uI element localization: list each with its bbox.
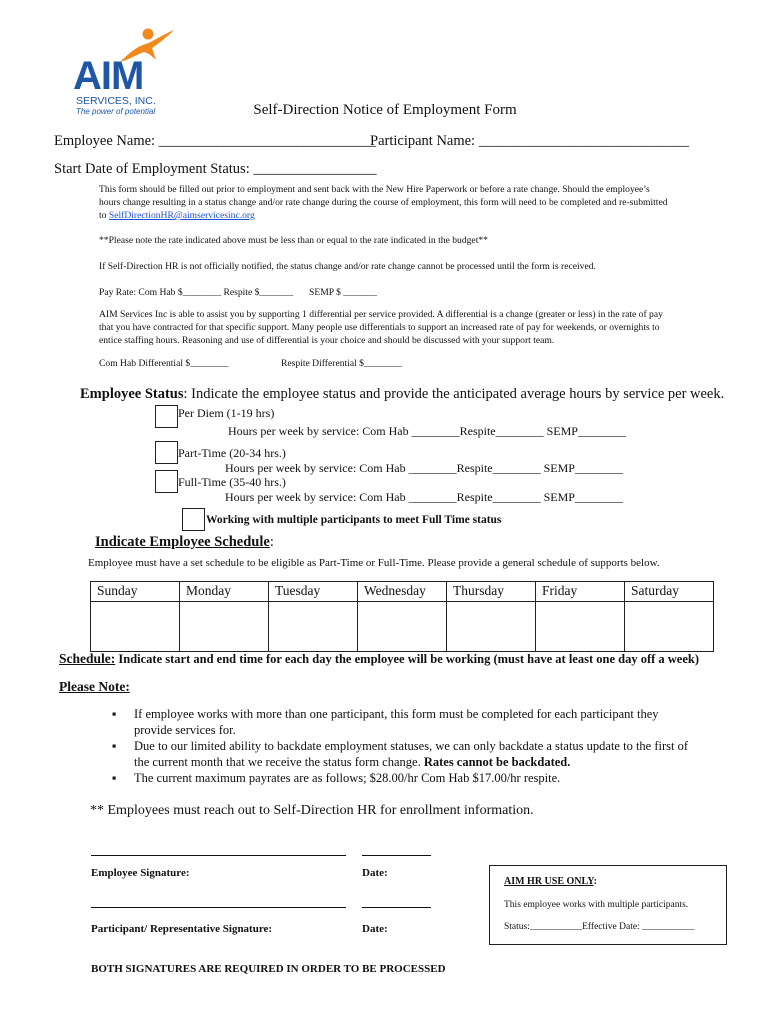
hr-use-only-colon: : (593, 876, 597, 887)
schedule-cell-friday[interactable] (536, 602, 625, 652)
hr-email-link[interactable]: SelfDirectionHR@aimservicesinc.org (108, 210, 255, 221)
schedule-note (59, 651, 699, 667)
participant-signature-line[interactable] (91, 907, 346, 908)
hr-status-effective-date-field[interactable]: Status:___________Effective Date: ___________ (504, 922, 695, 932)
aim-logo-subtitle: SERVICES, INC. (76, 95, 156, 107)
per-diem-hours-field[interactable]: Hours per week by service: Com Hab ________Respite________ SEMP________ (228, 424, 626, 438)
employee-status-heading-text: : Indicate the employee status and provide the anticipated average hours by service per week. (183, 386, 725, 402)
schedule-note-label: Schedule: (59, 651, 116, 666)
employee-signature-label: Employee Signature: (91, 867, 190, 879)
note-bullet: ▪ The current maximum payrates are as follows; $28.00/hr Com Hab $17.00/hr respite. (112, 770, 692, 786)
signatures-required-note: BOTH SIGNATURES ARE REQUIRED IN ORDER TO BE PROCESSED (91, 963, 446, 975)
schedule-cell-saturday[interactable] (625, 602, 714, 652)
day-header: Saturday (625, 582, 714, 602)
schedule-cell-sunday[interactable] (91, 602, 180, 652)
schedule-heading-text: Indicate Employee Schedule (95, 534, 270, 550)
part-time-label: Part-Time (20-34 hrs.) (178, 446, 286, 460)
aim-logo-tagline: The power of potential (76, 107, 156, 116)
participant-date-line[interactable] (362, 907, 431, 908)
intro-paragraph (99, 183, 671, 222)
part-time-hours-field[interactable]: Hours per week by service: Com Hab ________Respite________ SEMP________ (225, 461, 623, 475)
schedule-cell-tuesday[interactable] (269, 602, 358, 652)
per-diem-checkbox[interactable] (155, 405, 178, 428)
form-title: Self-Direction Notice of Employment Form (253, 102, 517, 118)
participant-date-label: Date: (362, 923, 388, 935)
multiple-participants-checkbox[interactable] (182, 508, 205, 531)
note-bullet (112, 738, 692, 770)
full-time-checkbox[interactable] (155, 470, 178, 493)
employee-signature-line[interactable] (91, 855, 346, 856)
multiple-participants-label: Working with multiple participants to meet Full Time status (206, 514, 502, 526)
full-time-label: Full-Time (35-40 hrs.) (178, 475, 286, 489)
hr-use-only-box (489, 865, 727, 945)
participant-name-field[interactable]: Participant Name: _____________________________ (370, 133, 689, 149)
note-bullet-text: Due to our limited ability to backdate employment statuses, we can only backdate a status update to the first of the current month that we receive the status form change. (134, 739, 689, 769)
schedule-table (90, 581, 714, 652)
employee-status-heading (80, 386, 724, 403)
day-header: Sunday (91, 582, 180, 602)
hr-use-only-title-row (504, 876, 597, 887)
schedule-note-text: Indicate start and end time for each day the employee will be working (must have at least one day off a week) (118, 652, 700, 666)
part-time-checkbox[interactable] (155, 441, 178, 464)
per-diem-label: Per Diem (1-19 hrs) (178, 406, 275, 420)
day-header: Friday (536, 582, 625, 602)
employee-date-line[interactable] (362, 855, 431, 856)
schedule-heading-colon: : (269, 534, 274, 550)
enrollment-note: ** Employees must reach out to Self-Direction HR for enrollment information. (90, 803, 534, 818)
hr-use-only-title: AIM HR USE ONLY (504, 876, 594, 887)
please-note-heading: Please Note: (59, 679, 130, 694)
employee-name-field[interactable]: Employee Name: ______________________________ (54, 133, 377, 149)
full-time-hours-field[interactable]: Hours per week by service: Com Hab ________Respite________ SEMP________ (225, 490, 623, 504)
pay-rate-field[interactable]: Pay Rate: Com Hab $________ Respite $_______ (99, 287, 293, 298)
employee-status-heading-bold: Employee Status (80, 386, 184, 402)
semp-rate-field[interactable]: SEMP $ _______ (309, 287, 377, 298)
schedule-cell-thursday[interactable] (447, 602, 536, 652)
please-note-list (112, 706, 692, 786)
notification-note: If Self-Direction HR is not officially notified, the status change and/or rate change cannot be processed until the form is received. (99, 261, 596, 272)
schedule-cell-wednesday[interactable] (358, 602, 447, 652)
comhab-differential-field[interactable]: Com Hab Differential $________ (99, 358, 229, 369)
day-header: Thursday (447, 582, 536, 602)
employee-date-label: Date: (362, 867, 388, 879)
day-header: Monday (180, 582, 269, 602)
participant-signature-label: Participant/ Representative Signature: (91, 923, 273, 935)
note-bullet-bold: Rates cannot be backdated. (423, 755, 571, 769)
intro-text: This form should be filled out prior to employment and sent back with the New Hire Paperwork or before a rate change. Should the employee’s hours change resulting in a status change and/or rate change during the course of employment, this form will need to be completed and re-submitted to (99, 184, 668, 221)
day-header: Wednesday (358, 582, 447, 602)
note-bullet: ▪ If employee works with more than one participant, this form must be completed for each participant they provide services for. (112, 706, 692, 738)
schedule-heading (95, 534, 274, 551)
differential-paragraph: AIM Services Inc is able to assist you by supporting 1 differential per service provided. A differential is a change (greater or less) in the rate of pay that you have contracted for that specific support. Many people use differentials to support an increased rate of pay for weekends, or overnights to entice staffing hours. Reasoning and use of differential is your choice and should be discussed with your support team. (99, 309, 663, 346)
hr-multiple-participants-text: This employee works with multiple participants. (504, 900, 689, 910)
day-header: Tuesday (269, 582, 358, 602)
schedule-cell-monday[interactable] (180, 602, 269, 652)
schedule-intro: Employee must have a set schedule to be eligible as Part-Time or Full-Time. Please provide a general schedule of supports below. (88, 557, 660, 569)
aim-logo-text: AIM (73, 54, 144, 98)
respite-differential-field[interactable]: Respite Differential $________ (281, 358, 403, 369)
budget-rate-note: **Please note the rate indicated above must be less than or equal to the rate indicated in the budget** (99, 235, 488, 246)
start-date-field[interactable]: Start Date of Employment Status: _________________ (54, 161, 377, 177)
